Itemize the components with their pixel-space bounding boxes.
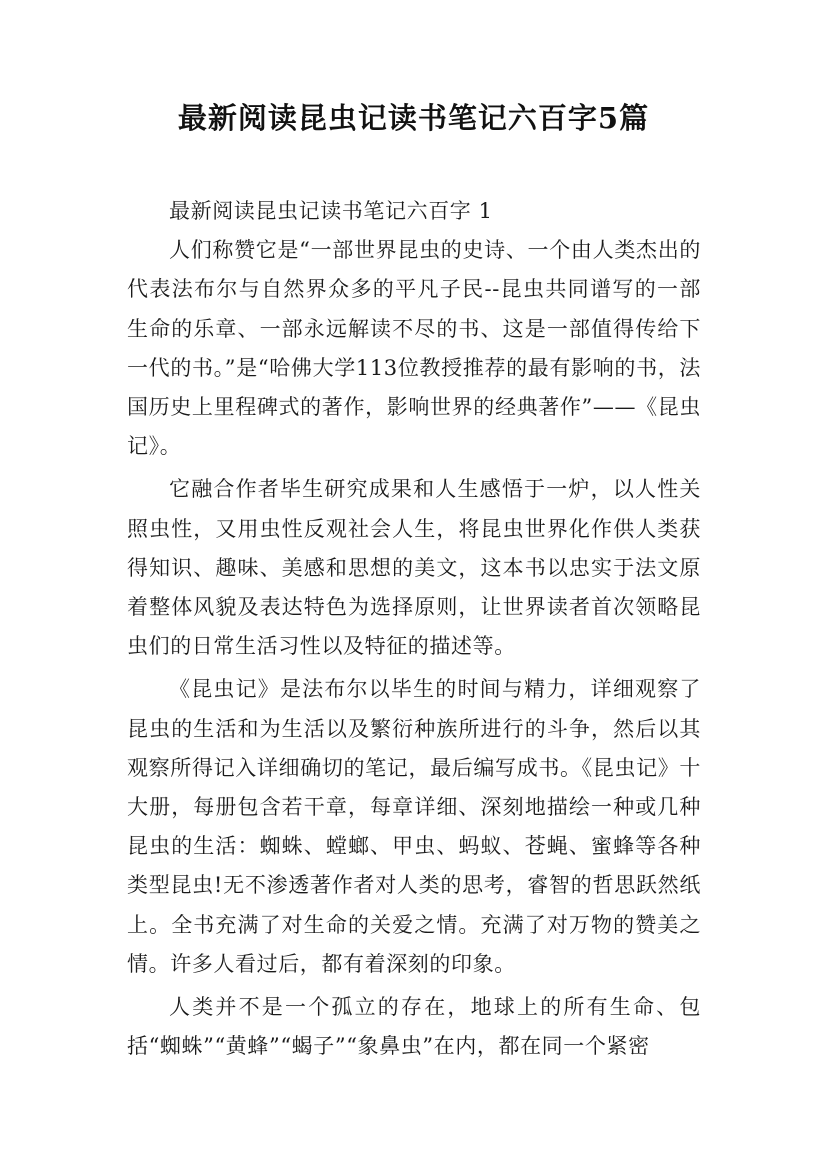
- paragraph-4: 人类并不是一个孤立的存在，地球上的所有生命、包括“蜘蛛”“黄蜂”“蝎子”“象鼻虫”在内，都在同一个紧密: [127, 995, 701, 1059]
- document-title: 最新阅读昆虫记读书笔记六百字5篇: [177, 101, 650, 135]
- paragraph-1: 人们称赞它是“一部世界昆虫的史诗、一个由人类杰出的代表法布尔与自然界众多的平凡子民--昆虫共同谱写的一部生命的乐章、一部永远解读不尽的书、这是一部值得传给下一代的书。”是“哈佛大学113位教授推荐的最有影响的书，法国历史上里程碑式的著作，影响世界的经典著作”——《昆虫记》。: [127, 238, 701, 459]
- paragraph-3: 《昆虫记》是法布尔以毕生的时间与精力，详细观察了昆虫的生活和为生活以及繁衍种族所进行的斗争，然后以其观察所得记入详细确切的笔记，最后编写成书。《昆虫记》十大册，每册包含若干章，每章详细、深刻地描绘一种或几种昆虫的生活：蜘蛛、螳螂、甲虫、蚂蚁、苍蝇、蜜蜂等各种类型昆虫!无不渗透著作者对人类的思考，睿智的哲思跃然纸上。全书充满了对生命的关爱之情。充满了对万物的赞美之情。许多人看过后，都有着深刻的印象。: [127, 677, 701, 976]
- paragraph-2: 它融合作者毕生研究成果和人生感悟于一炉，以人性关照虫性，又用虫性反观社会人生，将昆虫世界化作供人类获得知识、趣味、美感和思想的美文，这本书以忠实于法文原着整体风貌及表达特色为选择原则，让世界读者首次领略昆虫们的日常生活习性以及特征的描述等。: [127, 477, 701, 659]
- document-body: [127, 192, 701, 1070]
- section-subheading: 最新阅读昆虫记读书笔记六百字 1: [169, 199, 493, 223]
